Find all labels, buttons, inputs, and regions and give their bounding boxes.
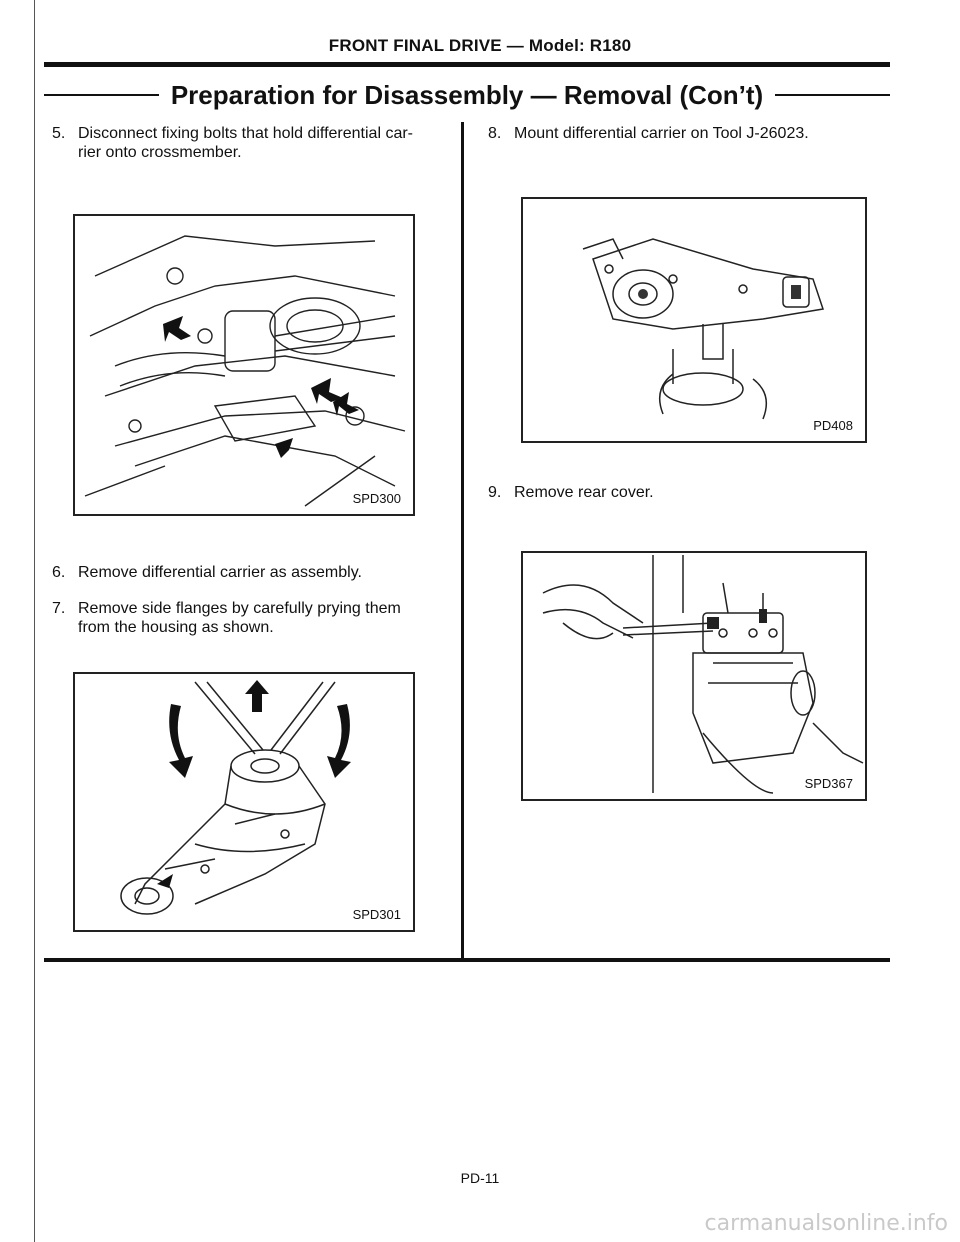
- differential-crossmember-illustration: [75, 216, 413, 514]
- carrier-on-tool-illustration: [523, 199, 865, 441]
- figure-code: SPD300: [352, 491, 401, 506]
- page-binding-line: [34, 0, 35, 1242]
- figure-code: SPD301: [352, 907, 401, 922]
- step-text: [78, 124, 413, 162]
- figure-code: SPD367: [804, 776, 853, 791]
- step-number: 8.: [488, 125, 502, 142]
- step-text: Mount differential carrier on Tool J-26023.: [514, 125, 809, 142]
- figure-rear-cover: [521, 551, 867, 801]
- step-6: [52, 563, 452, 583]
- section-title-row: [44, 78, 890, 112]
- step-text: [78, 599, 401, 637]
- section-title: [44, 78, 890, 112]
- page-number: PD-11: [460, 1170, 500, 1186]
- step-9: [488, 483, 888, 503]
- rear-cover-removal-illustration: [523, 553, 865, 799]
- step-text: Remove rear cover.: [514, 484, 654, 501]
- step-5: [52, 124, 452, 164]
- section-title-text: Preparation for Disassembly — Removal (Con’t): [159, 80, 775, 110]
- header-rule: [44, 62, 890, 67]
- step-number: 7.: [52, 600, 66, 617]
- watermark: carmanualsonline.info: [704, 1211, 948, 1236]
- step-text-line: Remove side flanges by carefully prying them: [78, 600, 401, 617]
- figure-side-flanges: [73, 672, 415, 932]
- step-8: [488, 124, 888, 144]
- figure-crossmember: [73, 214, 415, 516]
- column-divider: [461, 122, 464, 960]
- side-flange-pry-illustration: [75, 674, 413, 930]
- figure-tool-mount: [521, 197, 867, 443]
- step-text-line: rier onto crossmember.: [78, 144, 242, 161]
- step-number: 6.: [52, 564, 66, 581]
- step-text-line: Disconnect fixing bolts that hold differential car-: [78, 125, 413, 142]
- step-text-line: from the housing as shown.: [78, 619, 274, 636]
- step-7: [52, 599, 452, 639]
- step-number: 9.: [488, 484, 502, 501]
- step-text: Remove differential carrier as assembly.: [78, 564, 362, 581]
- figure-code: PD408: [813, 418, 853, 433]
- running-head: FRONT FINAL DRIVE — Model: R180: [328, 36, 632, 55]
- step-number: 5.: [52, 125, 66, 142]
- footer-rule: [44, 958, 890, 962]
